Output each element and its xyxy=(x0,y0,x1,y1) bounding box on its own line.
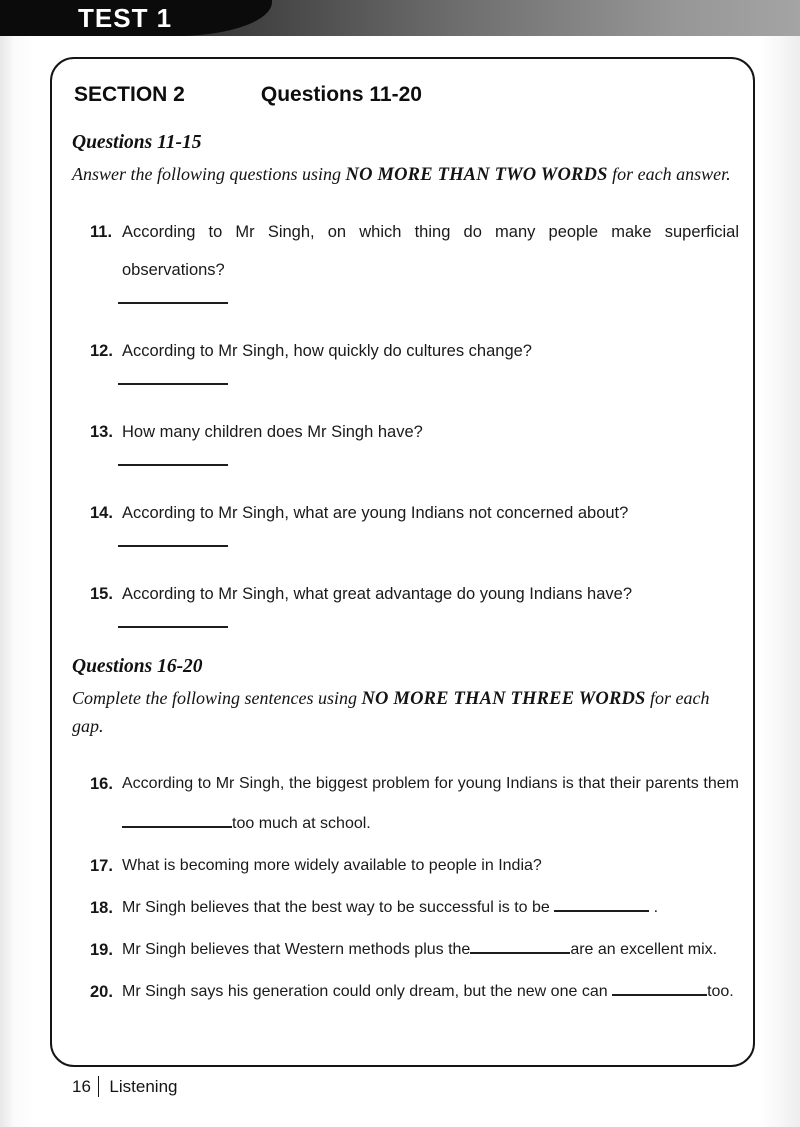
question-20-gap[interactable] xyxy=(612,977,707,996)
question-18-before: Mr Singh believes that the best way to be successful is to be xyxy=(122,899,555,916)
question-13-number: 13. xyxy=(90,423,113,441)
question-15-answer-line[interactable] xyxy=(118,626,228,628)
part2-instruction-pre: Complete the following sentences using xyxy=(72,688,362,708)
question-16-text xyxy=(122,764,739,844)
question-16-after: too much at school. xyxy=(232,815,371,832)
question-18-gap[interactable] xyxy=(554,893,649,912)
part1-instruction-post: for each answer. xyxy=(607,164,731,184)
question-18-text xyxy=(122,888,739,928)
question-18-number: 18. xyxy=(90,899,113,917)
question-20-before: Mr Singh says his generation could only dream, but the new one can xyxy=(122,983,613,1000)
footer-section-name: Listening xyxy=(109,1076,178,1096)
question-16 xyxy=(72,764,739,844)
question-17 xyxy=(72,846,739,886)
part1-instruction xyxy=(72,161,739,189)
question-18 xyxy=(72,888,739,928)
question-20 xyxy=(72,972,739,1012)
question-15-text: According to Mr Singh, what great advantage do young Indians have? xyxy=(122,585,633,603)
part-questions-16-20 xyxy=(72,656,739,1012)
section-question-range: Questions 11-20 xyxy=(260,83,422,106)
question-19-after: are an excellent mix. xyxy=(570,941,718,958)
question-16-before: According to Mr Singh, the biggest problem for young Indians is that their parents them xyxy=(122,775,739,792)
part1-instruction-pre: Answer the following questions using xyxy=(72,164,346,184)
part1-title: Questions 11-15 xyxy=(72,132,202,153)
section-title: SECTION 2 xyxy=(74,83,185,106)
question-12-text: According to Mr Singh, how quickly do cultures change? xyxy=(122,342,532,360)
question-13-text: How many children does Mr Singh have? xyxy=(122,423,423,441)
question-14 xyxy=(72,494,739,532)
question-13-answer-line[interactable] xyxy=(118,464,228,466)
page-number: 16 xyxy=(72,1076,91,1096)
test-banner-blob xyxy=(0,0,272,36)
question-17-text: What is becoming more widely available to people in India? xyxy=(122,857,542,874)
part2-instruction-post: for each gap. xyxy=(72,688,710,736)
question-14-answer-line[interactable] xyxy=(118,545,228,547)
question-13 xyxy=(72,413,739,451)
question-19-gap[interactable] xyxy=(470,935,570,954)
question-15 xyxy=(72,575,739,613)
footer-divider xyxy=(98,1076,100,1097)
part1-instruction-limit: NO MORE THAN TWO WORDS xyxy=(345,165,608,185)
section-header xyxy=(74,83,739,107)
question-19 xyxy=(72,930,739,970)
question-11 xyxy=(72,213,739,289)
question-14-text: According to Mr Singh, what are young Indians not concerned about? xyxy=(122,504,629,522)
question-16-number: 16. xyxy=(90,775,113,793)
question-19-number: 19. xyxy=(90,941,113,959)
question-20-after: too. xyxy=(707,983,734,1000)
question-12-answer-line[interactable] xyxy=(118,383,228,385)
question-11-answer-line[interactable] xyxy=(118,302,228,304)
test-banner xyxy=(0,0,800,36)
question-sheet xyxy=(50,57,755,1067)
question-20-number: 20. xyxy=(90,983,113,1001)
question-14-number: 14. xyxy=(90,504,113,522)
question-12-number: 12. xyxy=(90,342,113,360)
question-20-text xyxy=(122,972,739,1012)
question-15-number: 15. xyxy=(90,585,113,603)
test-title: TEST 1 xyxy=(78,3,173,33)
question-19-text xyxy=(122,930,739,970)
part2-instruction xyxy=(72,685,739,740)
page-footer xyxy=(72,1076,177,1097)
question-12 xyxy=(72,332,739,370)
question-11-number: 11. xyxy=(90,223,113,241)
part2-instruction-limit: NO MORE THAN THREE WORDS xyxy=(361,689,646,709)
part2-title: Questions 16-20 xyxy=(72,656,203,677)
question-11-text: According to Mr Singh, on which thing do many people make superficial observations? xyxy=(122,223,739,279)
question-17-number: 17. xyxy=(90,857,113,875)
question-19-before: Mr Singh believes that Western methods plus the xyxy=(122,941,471,958)
part-questions-11-15 xyxy=(72,132,739,628)
question-16-gap[interactable] xyxy=(122,809,232,828)
question-18-after: . xyxy=(649,899,659,916)
